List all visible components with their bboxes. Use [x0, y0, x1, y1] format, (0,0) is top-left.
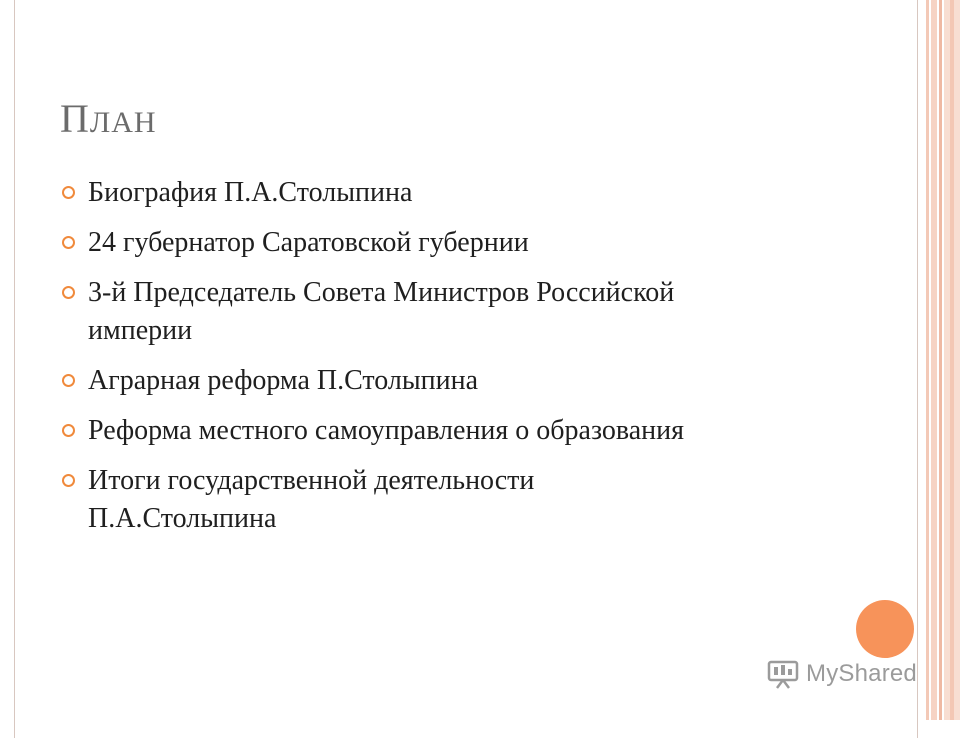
stripe [950, 0, 954, 720]
bullet-ring-icon [62, 186, 75, 199]
title-first-letter: П [60, 96, 90, 141]
bullet-text: Аграрная реформа П.Столыпина [88, 365, 479, 396]
watermark [766, 656, 917, 692]
title-rest: ЛАН [89, 106, 157, 139]
list-item [60, 274, 700, 350]
list-item [60, 224, 700, 262]
bullet-ring-icon [62, 286, 75, 299]
list-item [60, 412, 700, 450]
bullet-text: Реформа местного самоуправления о образования [88, 415, 684, 446]
bullet-ring-icon [62, 374, 75, 387]
bullet-text: 24 губернатор Саратовской губернии [88, 227, 529, 258]
list-item [60, 174, 700, 212]
decorative-circle [856, 600, 914, 658]
bullet-ring-icon [62, 236, 75, 249]
list-item [60, 362, 700, 400]
bullet-text: 3-й Председатель Совета Министров Российской империи [88, 277, 675, 346]
stripe [931, 0, 937, 720]
decorative-stripes [926, 0, 960, 720]
stripe [939, 0, 942, 720]
watermark-text: MyShared [806, 660, 917, 687]
bullet-ring-icon [62, 474, 75, 487]
list-item [60, 462, 700, 538]
bullet-ring-icon [62, 424, 75, 437]
slide-title [60, 95, 157, 142]
presentation-icon [766, 657, 800, 691]
bullet-list [60, 174, 700, 550]
bullet-text: Итоги государственной деятельности П.А.Столыпина [88, 465, 535, 534]
bullet-text: Биография П.А.Столыпина [88, 177, 413, 208]
stripe [926, 0, 929, 720]
